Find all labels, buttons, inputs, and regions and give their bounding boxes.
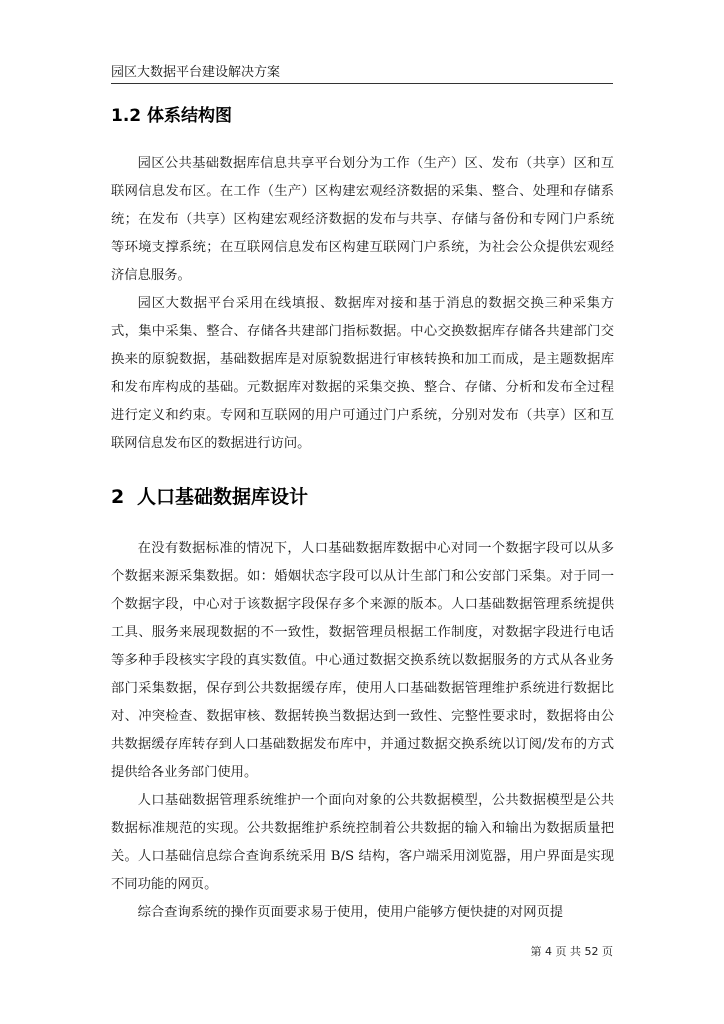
section-heading-1-2 bbox=[111, 104, 232, 128]
section-title: 体系结构图 bbox=[147, 106, 232, 126]
paragraph: 综合查询系统的操作页面要求易于使用，使用户能够方便快捷的对网页提 bbox=[137, 905, 564, 920]
page-number: 第 4 页 共 52 页 bbox=[530, 945, 613, 958]
paragraph: 园区公共基础数据库信息共享平台划分为工作（生产）区、发布（共享）区和互联网信息发布区。在工作（生产）区构建宏观经济数据的采集、整合、处理和存储系统；在发布（共享）区构建宏观经济数据的发布与共享、存储与备份和专网门户系统等环境支撑系统；在互联网信息发布区构建互联网门户系统，为社会公众提供宏观经济信息服务。 bbox=[111, 156, 614, 283]
paragraph: 园区大数据平台采用在线填报、数据库对接和基于消息的数据交换三种采集方式，集中采集、整合、存储各共建部门指标数据。中心交换数据库存储各共建部门交换来的原貌数据，基础数据库是对原貌数据进行审核转换和加工而成，是主题数据库和发布库构成的基础。元数据库对数据的采集交换、整合、存储、分析和发布全过程进行定义和约束。专网和互联网的用户可通过门户系统，分别对发布（共享）区和互联网信息发布区的数据进行访问。 bbox=[111, 296, 614, 451]
paragraph: 人口基础数据管理系统维护一个面向对象的公共数据模型，公共数据模型是公共数据标准规范的实现。公共数据维护系统控制着公共数据的输入和输出为数据质量把关。人口基础信息综合查询系统采用 B/S 结构，客户端采用浏览器，用户界面是实现不同功能的网页。 bbox=[111, 793, 614, 892]
section-heading-2 bbox=[111, 483, 308, 511]
document-title: 园区大数据平台建设解决方案 bbox=[111, 65, 281, 80]
header-divider bbox=[111, 83, 613, 84]
section-title: 人口基础数据库设计 bbox=[137, 486, 309, 508]
section-number: 2 bbox=[111, 486, 125, 508]
section-number: 1.2 bbox=[111, 106, 142, 126]
paragraph: 在没有数据标准的情况下，人口基础数据库数据中心对同一个数据字段可以从多个数据来源采集数据。如：婚姻状态字段可以从计生部门和公安部门采集。对于同一个数据字段，中心对于该数据字段保存多个来源的版本。人口基础数据管理系统提供工具、服务来展现数据的不一致性，数据管理员根据工作制度，对数据字段进行电话等多种手段核实字段的真实数值。中心通过数据交换系统以数据服务的方式从各业务部门采集数据，保存到公共数据缓存库，使用人口基础数据管理维护系统进行数据比对、冲突检查、数据审核、数据转换当数据达到一致性、完整性要求时，数据将由公共数据缓存库转存到人口基础数据发布库中，并通过数据交换系统以订阅/发布的方式提供给各业务部门使用。 bbox=[111, 541, 614, 780]
